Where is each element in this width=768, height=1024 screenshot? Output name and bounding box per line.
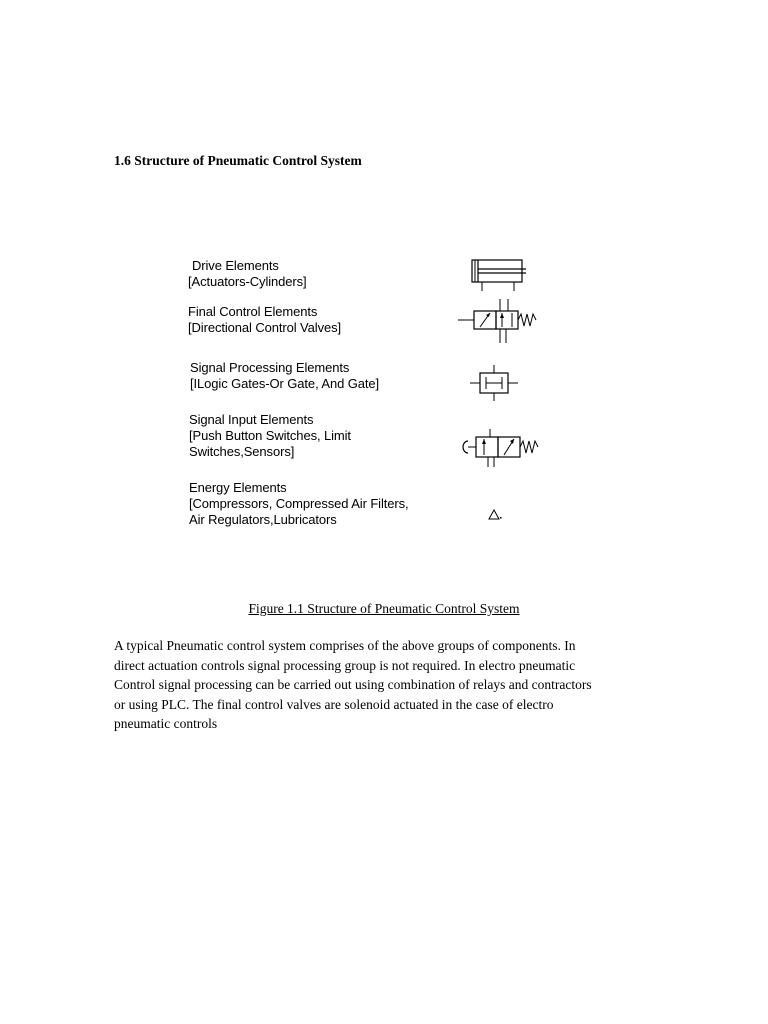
- figure-label-signal-processing-elements: Signal Processing Elements [ILogic Gates-Or Gate, And Gate]: [190, 360, 380, 391]
- paragraph-line: Control signal processing can be carried out using combination of relays and contractors: [114, 677, 592, 692]
- body-paragraph: [114, 636, 659, 734]
- push-button-valve-icon: [460, 427, 544, 471]
- compressor-source-icon: [488, 509, 502, 521]
- paragraph-line: or using PLC. The final control valves are solenoid actuated in the case of electro: [114, 696, 554, 712]
- section-heading: 1.6 Structure of Pneumatic Control System: [114, 153, 362, 168]
- pneumatic-structure-figure: [186, 255, 546, 540]
- paragraph-line: pneumatic controls: [114, 716, 218, 731]
- figure-label-drive-elements: Drive Elements [Actuators-Cylinders]: [188, 258, 307, 289]
- paragraph-line: A typical Pneumatic control system comprises of the above groups of components. In: [114, 638, 576, 653]
- logic-gate-icon: [468, 363, 520, 403]
- paragraph-line: direct actuation controls signal processing group is not required. In electro pneumatic: [114, 657, 576, 673]
- figure-caption: Figure 1.1 Structure of Pneumatic Control System: [248, 601, 520, 616]
- figure-label-final-control-elements: Final Control Elements [Directional Control Valves]: [188, 304, 342, 335]
- directional-valve-icon: [456, 297, 546, 347]
- figure-label-signal-input-elements: Signal Input Elements [Push Button Switches, Limit Switches,Sensors]: [189, 412, 351, 459]
- cylinder-icon: [466, 259, 526, 293]
- figure-label-energy-elements: Energy Elements [Compressors, Compressed Air Filters, Air Regulators,Lubricators: [189, 480, 409, 527]
